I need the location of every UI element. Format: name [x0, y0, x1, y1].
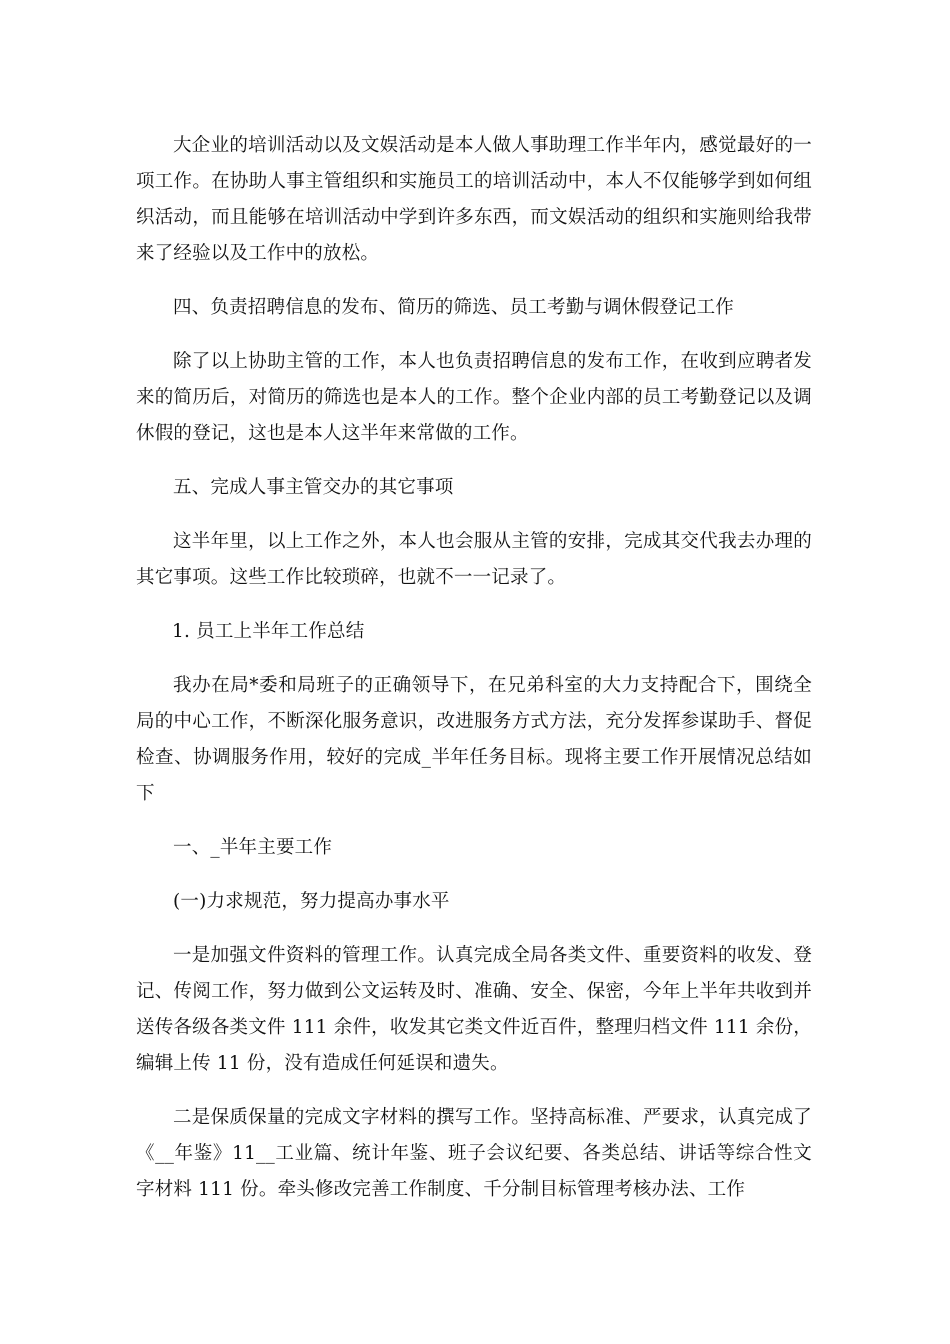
- paragraph-gap: [136, 506, 812, 524]
- paragraph-gap: [136, 272, 812, 290]
- paragraph-gap: [136, 920, 812, 938]
- heading-section-five: 五、完成人事主管交办的其它事项: [173, 477, 454, 498]
- document-body: [136, 128, 812, 1208]
- paragraph-gap: [136, 650, 812, 668]
- paragraph-gap: [136, 326, 812, 344]
- paragraph-office-intro: 我办在局*委和局班子的正确领导下，在兄弟科室的大力支持配合下，围绕全局的中心工作，不断深化服务意识，改进服务方式方法，充分发挥参谋助手、督促检查、协调服务作用，较好的完成_半年任务目标。现将主要工作开展情况总结如下: [136, 675, 812, 804]
- paragraph-gap: [136, 596, 812, 614]
- heading-subsection-one: (一)力求规范，努力提高办事水平: [173, 891, 450, 912]
- heading-half-year-work: 一、_半年主要工作: [173, 837, 333, 858]
- heading-numbered-summary: 1. 员工上半年工作总结: [172, 621, 365, 642]
- paragraph-gap: [136, 452, 812, 470]
- paragraph-document-management: 一是加强文件资料的管理工作。认真完成全局各类文件、重要资料的收发、登记、传阅工作，努力做到公文运转及时、准确、安全、保密，今年上半年共收到并送传各级各类文件 111 余件，收发其它类文件近百件，整理归档文件 111 余份，编辑上传 11 份，没有造成任何延误和遗失。: [136, 945, 812, 1074]
- paragraph-writing-materials: 二是保质保量的完成文字材料的撰写工作。坚持高标准、严要求，认真完成了《__年鉴》11__工业篇、统计年鉴、班子会议纪要、各类总结、讲话等综合性文字材料 111 份。牵头修改完善工作制度、千分制目标管理考核办法、工作: [136, 1107, 812, 1200]
- heading-section-four: 四、负责招聘信息的发布、简历的筛选、员工考勤与调休假登记工作: [173, 297, 735, 318]
- paragraph-recruitment: 除了以上协助主管的工作，本人也负责招聘信息的发布工作，在收到应聘者发来的简历后，对简历的筛选也是本人的工作。整个企业内部的员工考勤登记以及调休假的登记，这也是本人这半年来常做的工作。: [136, 351, 812, 444]
- paragraph-gap: [136, 1082, 812, 1100]
- paragraph-gap: [136, 866, 812, 884]
- paragraph-gap: [136, 812, 812, 830]
- paragraph-other-matters: 这半年里，以上工作之外，本人也会服从主管的安排，完成其交代我去办理的其它事项。这些工作比较琐碎，也就不一一记录了。: [136, 531, 812, 588]
- paragraph-training-activities: 大企业的培训活动以及文娱活动是本人做人事助理工作半年内，感觉最好的一项工作。在协助人事主管组织和实施员工的培训活动中，本人不仅能够学到如何组织活动，而且能够在培训活动中学到许多东西，而文娱活动的组织和实施则给我带来了经验以及工作中的放松。: [136, 135, 812, 264]
